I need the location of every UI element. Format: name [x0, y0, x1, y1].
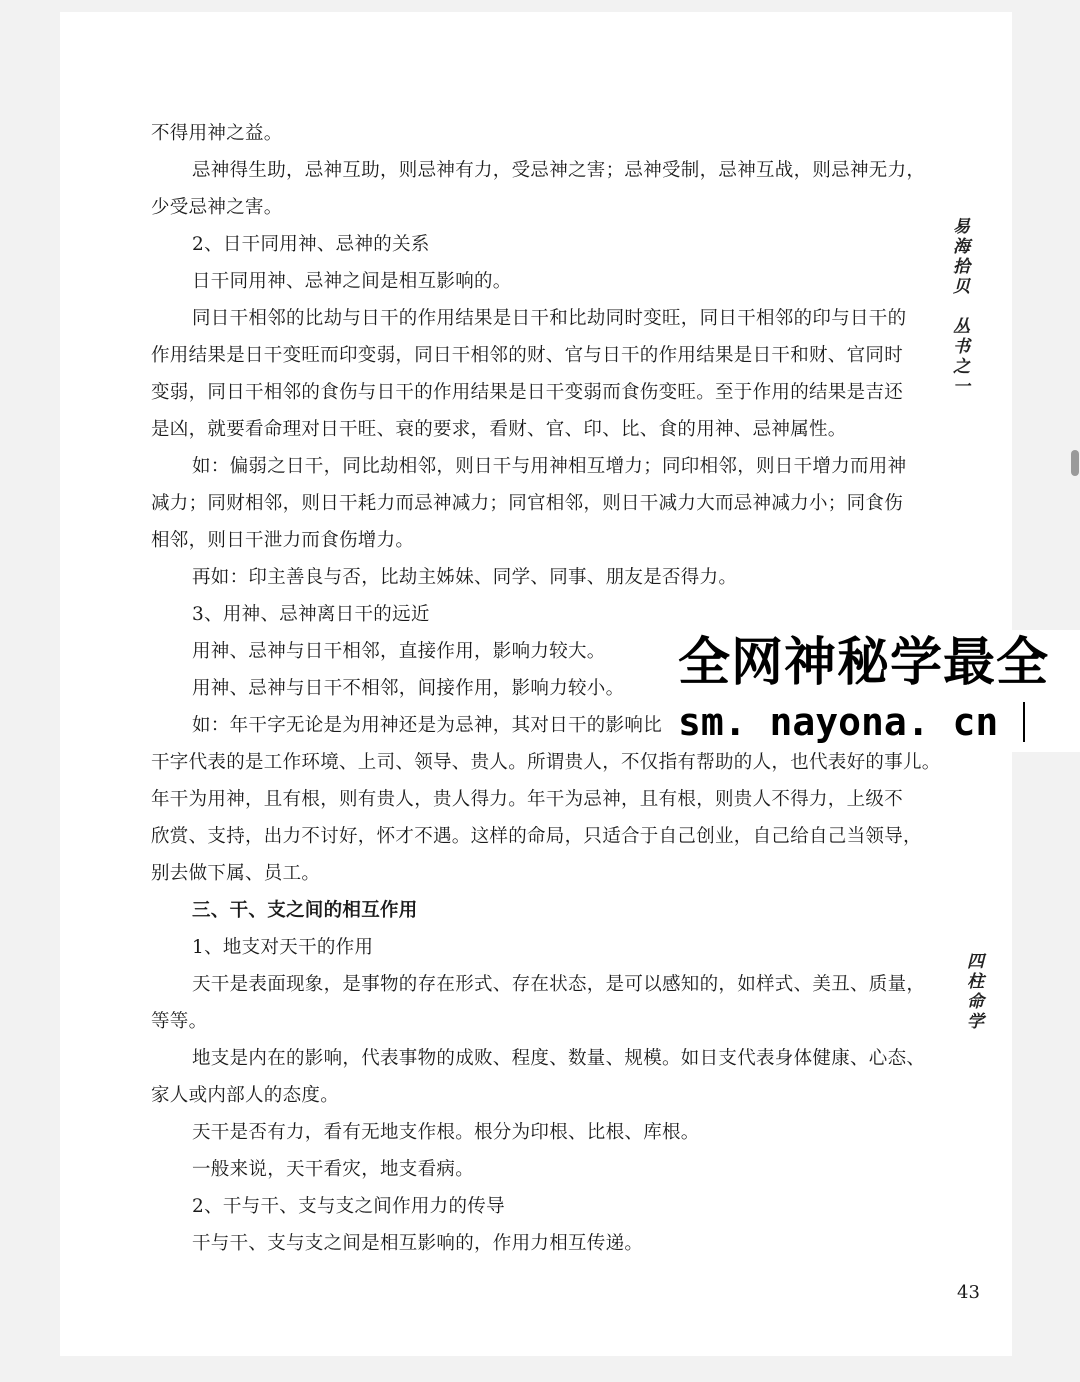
text-line: 变弱，同日干相邻的食伤与日干的作用结果是日干变弱而食伤变旺。至于作用的结果是吉还: [151, 382, 904, 403]
text-line: 作用结果是日干变旺而印变弱，同日干相邻的财、官与日干的作用结果是日干和财、官同时: [151, 345, 904, 366]
text-line: 是凶，就要看命理对日干旺、衰的要求，看财、官、印、比、食的用神、忌神属性。: [151, 419, 847, 440]
side-label-group: 丛书之一: [949, 317, 969, 397]
text-line: 如：年干字无论是为用神还是为忌神，其对日干的影响比: [192, 715, 663, 736]
book-title-side-label: [962, 952, 984, 1032]
text-line: 相邻，则日干泄力而食伤增力。: [151, 530, 415, 551]
text-line: 2、日干同用神、忌神的关系: [192, 234, 430, 255]
text-line: 用神、忌神与日干相邻，直接作用，影响力较大。: [192, 641, 606, 662]
text-line: 干与干、支与支之间是相互影响的，作用力相互传递。: [192, 1233, 644, 1254]
text-line: 少受忌神之害。: [151, 197, 283, 218]
text-line: 如：偏弱之日干，同比劫相邻，则日干与用神相互增力；同印相邻，则日干增力而用神: [192, 456, 907, 477]
side-label-group: 易海拾贝: [949, 217, 969, 297]
side-label-group: 四柱命学: [963, 952, 983, 1032]
scrollbar-thumb[interactable]: [1071, 450, 1079, 476]
text-cursor: [1023, 702, 1025, 742]
page-number: 43: [957, 1282, 980, 1303]
text-line: 3、用神、忌神离日干的远近: [192, 604, 430, 625]
watermark-title: 全网神秘学最全: [678, 633, 1050, 693]
text-line: 减力；同财相邻，则日干耗力而忌神减力；同官相邻，则日干减力大而忌神减力小；同食伤: [151, 493, 904, 514]
watermark-overlay: [670, 630, 1080, 752]
text-line: 家人或内部人的态度。: [151, 1085, 340, 1106]
text-line: 天干是表面现象，是事物的存在形式、存在状态，是可以感知的，如样式、美丑、质量，: [192, 974, 926, 995]
text-line: 日干同用神、忌神之间是相互影响的。: [192, 271, 512, 292]
text-line: 不得用神之益。: [151, 123, 283, 144]
text-line: 天干是否有力，看有无地支作根。根分为印根、比根、库根。: [192, 1122, 700, 1143]
watermark-url: sm. nayona. cn: [678, 700, 999, 744]
text-line: 一般来说，天干看灾，地支看病。: [192, 1159, 475, 1180]
text-line: 2、干与干、支与支之间作用力的传导: [192, 1196, 505, 1217]
text-line: 地支是内在的影响，代表事物的成败、程度、数量、规模。如日支代表身体健康、心态、: [192, 1048, 926, 1069]
text-line: 1、地支对天干的作用: [192, 937, 374, 958]
series-side-label: [948, 217, 970, 397]
text-line: 再如：印主善良与否，比劫主姊妹、同学、同事、朋友是否得力。: [192, 567, 738, 588]
text-line: 干字代表的是工作环境、上司、领导、贵人。所谓贵人，不仅指有帮助的人，也代表好的事儿。: [151, 752, 941, 773]
section-heading: 三、干、支之间的相互作用: [192, 900, 418, 921]
text-line: 年干为用神，且有根，则有贵人，贵人得力。年干为忌神，且有根，则贵人不得力，上级不: [151, 789, 904, 810]
text-line: 用神、忌神与日干不相邻，间接作用，影响力较小。: [192, 678, 625, 699]
text-line: 忌神得生助，忌神互助，则忌神有力，受忌神之害；忌神受制，忌神互战，则忌神无力，: [192, 160, 926, 181]
text-line: 欣赏、支持，出力不讨好，怀才不遇。这样的命局，只适合于自己创业，自己给自己当领导，: [151, 826, 922, 847]
text-line: 别去做下属、员工。: [151, 863, 321, 884]
text-line: 等等。: [151, 1011, 208, 1032]
text-line: 同日干相邻的比劫与日干的作用结果是日干和比劫同时变旺，同日干相邻的印与日干的: [192, 308, 907, 329]
